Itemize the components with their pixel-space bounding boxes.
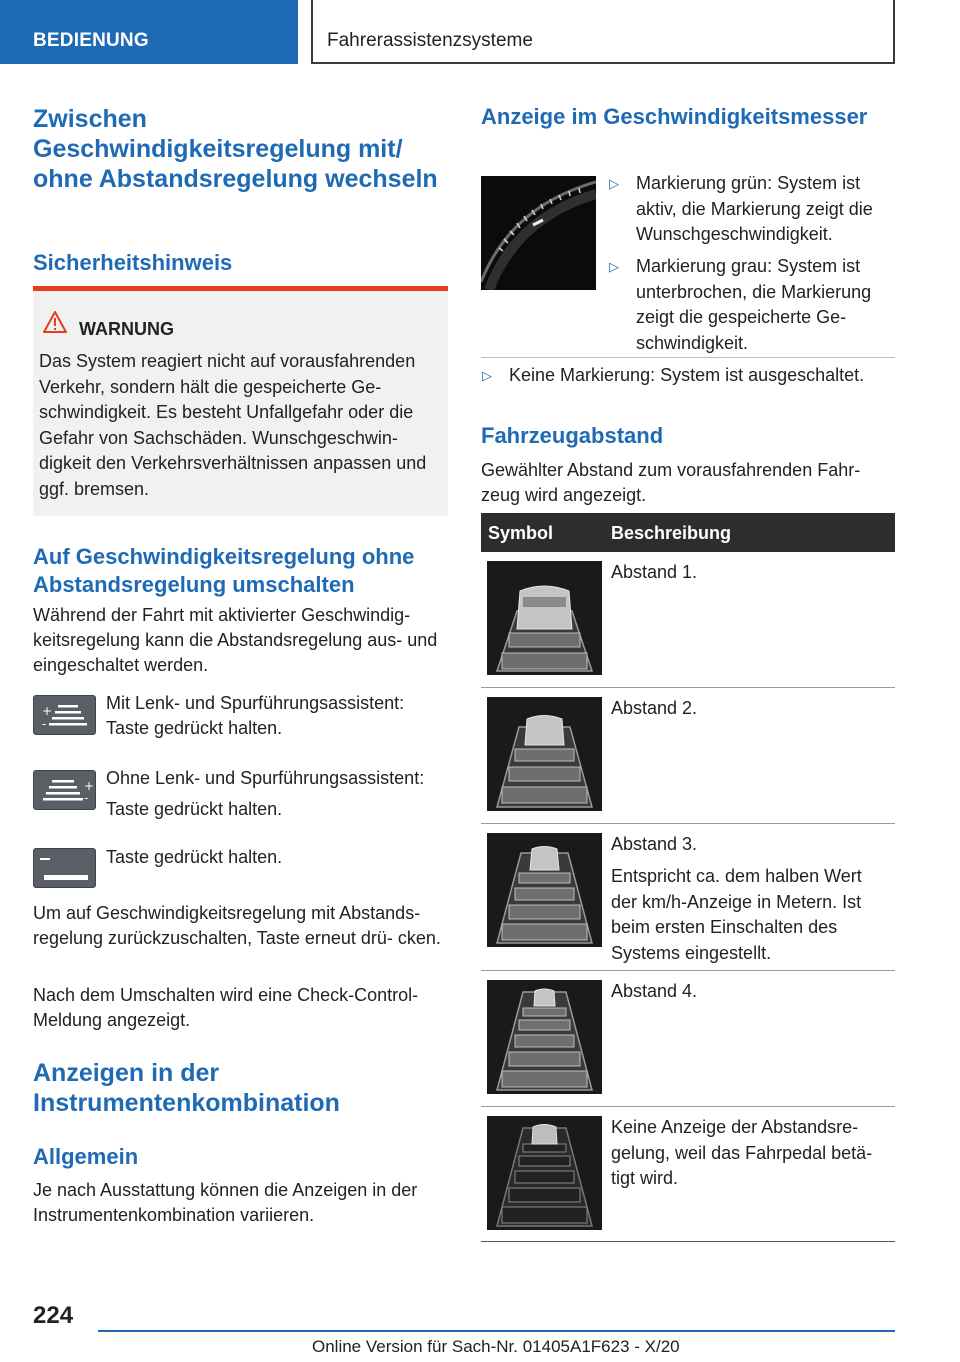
svg-text:+: + [42,704,53,718]
button2-text-b: Taste gedrückt halten. [106,799,283,819]
safety-heading: Sicherheitshinweis [33,250,233,275]
distance-3-extra: Entspricht ca. dem halben Wert der km/h-Anzeige in Metern. Ist beim ersten Einschalten des Systems eingestellt. [611,866,862,963]
switch-text: Während der Fahrt mit aktivierter Geschwindig- keitsregelung kann die Abstandsregelung aus- und eingeschaltet werden. [33,605,438,675]
header-section-label: BEDIENUNG [33,30,149,51]
section-title: Zwischen Geschwindigkeitsregelung mit/ ohne Abstandsregelung wechseln [33,105,438,193]
distance-2-text: Abstand 2. [611,698,698,718]
bullet-none: Keine Markierung: System ist ausgeschaltet. [509,365,865,385]
table-row-divider [481,970,895,971]
acc-button-without-lane-assist-icon [33,770,96,810]
distance-1-text: Abstand 1. [611,562,698,582]
message-text: Nach dem Umschalten wird eine Check-Control- Meldung angezeigt. [33,985,419,1030]
speedo-heading: Anzeige im Geschwindigkeitsmesser [481,104,868,129]
general-heading: Allgemein [33,1144,139,1169]
display-heading: Anzeigen in der Instrumentenkombination [33,1059,340,1117]
button3-text: Taste gedrückt halten. [106,847,283,867]
general-text: Je nach Ausstattung können die Anzeigen in der Instrumentenkombination variieren. [33,1180,418,1225]
bullet-triangle-icon: ▷ [609,259,619,274]
distance-2-image [487,697,602,811]
bullet-divider [481,357,895,358]
bullet-triangle-icon: ▷ [482,368,492,383]
footer-text: Online Version für Sach-Nr. 01405A1F623 - X/20 [312,1337,680,1356]
warning-text: Das System reagiert nicht auf vorausfahrenden Verkehr, sondern hält die gespeicherte Ge- schwindigkeit. Es besteht Unfallgefahr oder die Gefahr von Sachschäden. Wunschgeschwin- digkeit den Verkehrsverhältnissen anpassen und ggf. bremsen. [39,351,427,499]
table-col-description: Beschreibung [611,523,732,543]
distance-1-image [487,561,602,675]
table-row-divider [481,1106,895,1107]
warning-box [33,286,448,516]
acc-button-with-lane-assist-icon [33,695,96,735]
bullet-triangle-icon: ▷ [609,176,619,191]
svg-text:-: - [42,717,47,731]
svg-text:+: + [84,779,95,793]
bullet-green: Markierung grün: System ist aktiv, die Markierung zeigt die Wunschgeschwindigkeit. [636,173,873,244]
warning-title: WARNUNG [79,319,174,339]
table-row-divider [481,823,895,824]
distance-none-image [487,1116,602,1230]
header-section-tab [0,0,298,64]
footer-line [98,1330,895,1332]
switch-heading: Auf Geschwindigkeitsregelung ohne Abstandsregelung umschalten [33,544,415,597]
header-chapter-label: Fahrerassistenzsysteme [327,30,533,51]
distance-4-image [487,980,602,1094]
button2-text-a: Ohne Lenk- und Spurführungsassistent: [106,768,425,788]
distance-none-text: Keine Anzeige der Abstandsre- gelung, weil das Fahrpedal betä- tigt wird. [611,1117,873,1188]
bullet-grey: Markierung grau: System ist unterbrochen, die Markierung zeigt die gespeicherte Ge- schwindigkeit. [636,256,872,353]
table-bottom-border [481,1241,895,1242]
svg-text:-: - [84,791,89,805]
warning-triangle-icon [43,311,67,333]
table-header [481,513,895,552]
distance-heading: Fahrzeugabstand [481,423,664,448]
distance-3-image [487,833,602,947]
distance-text: Gewählter Abstand zum vorausfahrenden Fahr- zeug wird angezeigt. [481,460,861,505]
page-number: 224 [33,1302,74,1329]
speedometer-marking-image [481,176,596,290]
distance-3-text: Abstand 3. [611,834,698,854]
return-text: Um auf Geschwindigkeitsregelung mit Abstands- regelung zurückzuschalten, Taste erneut drü- cken. [33,903,441,948]
distance-4-text: Abstand 4. [611,981,698,1001]
distance-button-icon [33,848,96,888]
header-chapter-tab [311,0,895,64]
table-row-divider [481,687,895,688]
table-col-symbol: Symbol [488,523,554,543]
button1-text: Mit Lenk- und Spurführungsassistent: Taste gedrückt halten. [106,693,405,738]
